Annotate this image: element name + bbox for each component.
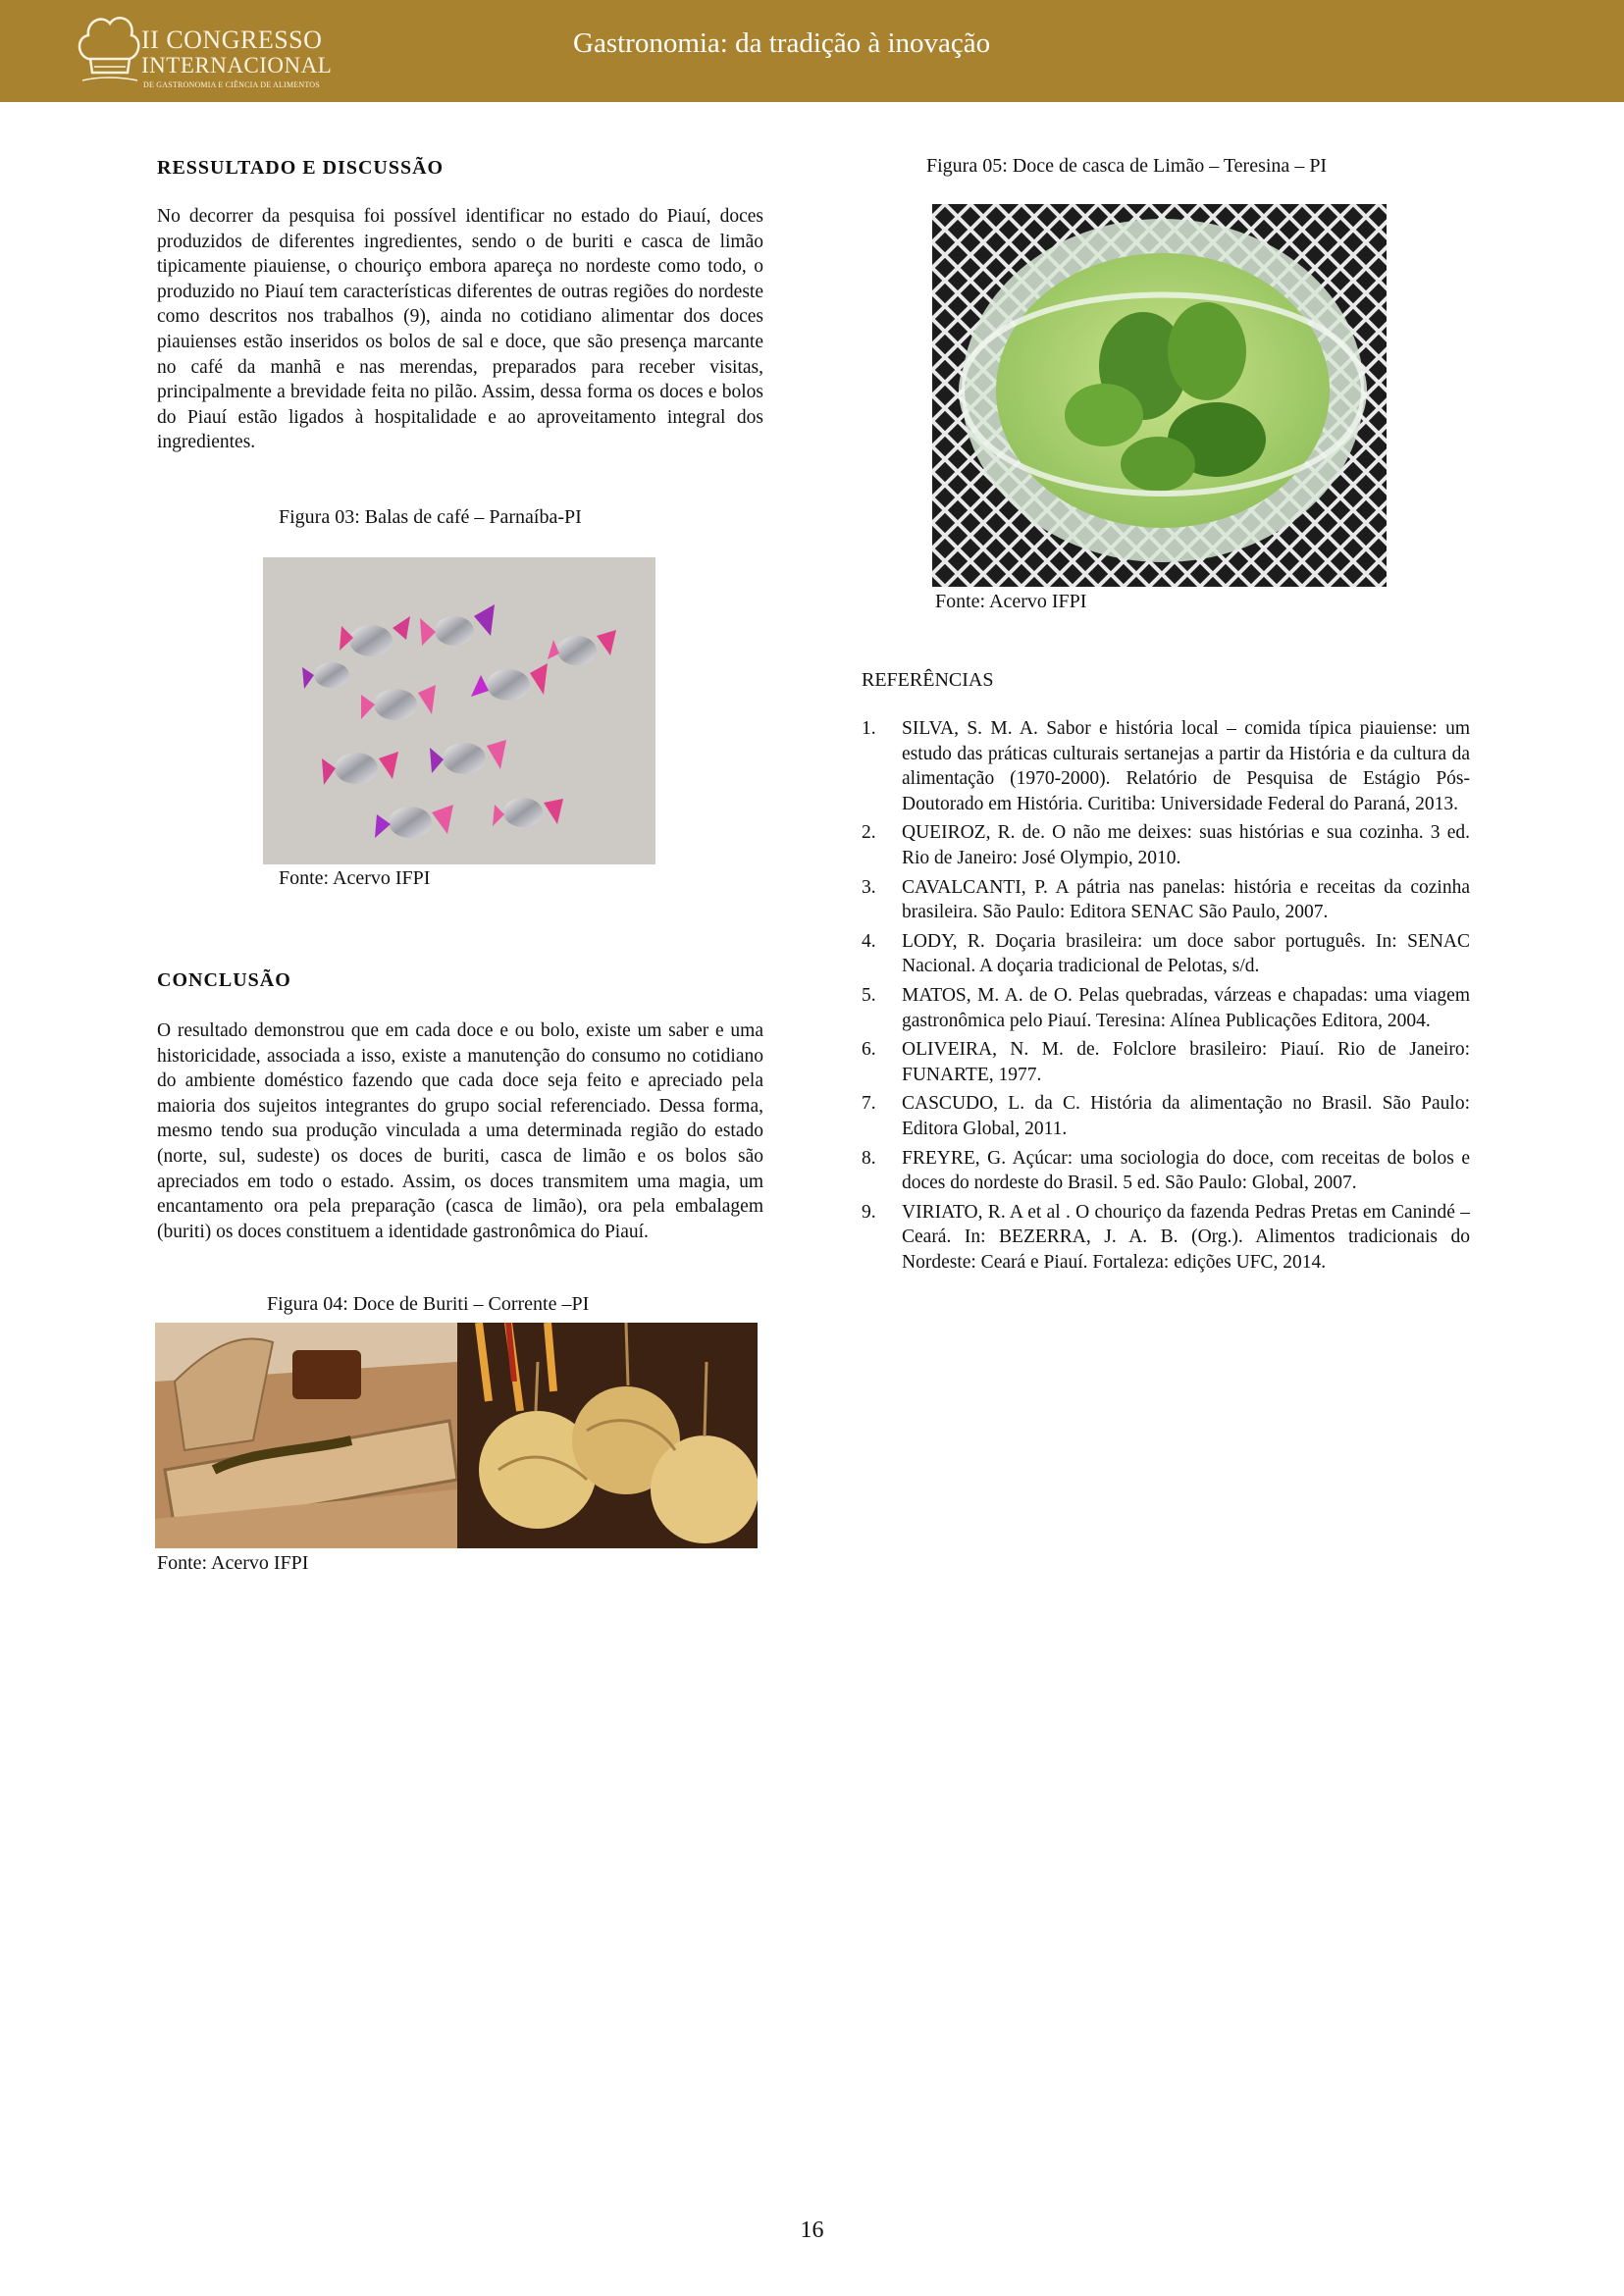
- conclusion-heading: CONCLUSÃO: [157, 969, 291, 991]
- figure-3-image-coffee-candies: [263, 557, 655, 864]
- reference-item: [862, 875, 1470, 925]
- references-list: [862, 716, 1470, 1278]
- reference-item: [862, 1146, 1470, 1196]
- reference-text: OLIVEIRA, N. M. de. Folclore brasileiro: Piauí. Rio de Janeiro: FUNARTE, 1977.: [902, 1039, 1470, 1085]
- reference-number: 8.: [862, 1147, 876, 1169]
- reference-item: [862, 716, 1470, 816]
- logo-text-line1: II CONGRESSO: [141, 26, 323, 54]
- conclusion-paragraph: O resultado demonstrou que em cada doce e ou bolo, existe um saber e uma historicidade, associada a isso, existe a manutenção do consumo no cotidiano do ambiente doméstico fazendo que cada doce seja feito e apreciado pela maioria dos sujeitos integrantes do grupo social referenciado. Dessa forma, mesmo tendo sua produção vinculada a uma determinada região do estado (norte, sul, sudeste) os doces de buriti, casca de limão e os bolos são apreciados em todo o estado. Assim, os doces transmitem uma magia, um encantamento ora pela preparação (casca de limão), ora pela embalagem (buriti) os doces constituem a identidade gastronômica do Piauí.: [157, 1020, 763, 1242]
- reference-text: QUEIROZ, R. de. O não me deixes: suas histórias e sua cozinha. 3 ed. Rio de Janeiro: José Olympio, 2010.: [902, 822, 1470, 868]
- reference-number: 6.: [862, 1039, 876, 1061]
- reference-number: 7.: [862, 1093, 876, 1115]
- chef-hat-icon: [75, 8, 143, 90]
- logo-text-line2: INTERNACIONAL: [141, 53, 333, 78]
- reference-number: 9.: [862, 1201, 876, 1223]
- page-number: 16: [800, 2218, 824, 2243]
- reference-text: FREYRE, G. Açúcar: uma sociologia do doce, com receitas de bolos e doces do nordeste do Brasil. 5 ed. São Paulo: Global, 2007.: [902, 1147, 1470, 1194]
- figure-4-source: Fonte: Acervo IFPI: [157, 1552, 309, 1574]
- figure-5-source: Fonte: Acervo IFPI: [935, 591, 1087, 612]
- figure-4-image-buriti-sweet: [155, 1323, 758, 1548]
- reference-text: SILVA, S. M. A. Sabor e história local – comida típica piauiense: um estudo das práticas culturais sertanejas a partir da História e da cultura da alimentação (1970-2000). Relatório de Pesquisa de Estágio Pós-Doutorado em História. Curitiba: Universidade Federal do Paraná, 2013.: [902, 718, 1470, 814]
- page-header: [0, 0, 1624, 102]
- reference-item: [862, 820, 1470, 870]
- reference-number: 5.: [862, 984, 876, 1006]
- figure-5-image-lemon-peel-sweet: [932, 204, 1387, 587]
- congress-logo: [71, 8, 333, 94]
- results-paragraph: No decorrer da pesquisa foi possível identificar no estado do Piauí, doces produzidos de diferentes ingredientes, sendo o de buriti e casca de limão tipicamente piauiense, o chouriço embora apareça no nordeste como todo, o produzido no Piauí tem características diferentes de outras regiões do nordeste como descritos nos trabalhos (9), ainda no cotidiano alimentar dos doces piauienses estão inseridos os bolos de sal e doce, que são presença marcante no café da manhã e nas merendas, preparados para receber visitas, principalmente a brevidade feita no pilão. Assim, dessa forma os doces e bolos do Piauí estão ligados à hospitalidade e ao aproveitamento integral dos ingredientes.: [157, 206, 763, 453]
- reference-number: 3.: [862, 876, 876, 898]
- reference-text: CASCUDO, L. da C. História da alimentação no Brasil. São Paulo: Editora Global, 2011.: [902, 1093, 1470, 1139]
- header-title: Gastronomia: da tradição à inovação: [573, 27, 991, 59]
- reference-item: [862, 929, 1470, 979]
- reference-item: [862, 1200, 1470, 1276]
- reference-text: LODY, R. Doçaria brasileira: um doce sabor português. In: SENAC Nacional. A doçaria tradicional de Pelotas, s/d.: [902, 930, 1470, 977]
- logo-text-line3: DE GASTRONOMIA E CIÊNCIA DE ALIMENTOS: [143, 80, 320, 89]
- reference-number: 2.: [862, 822, 876, 844]
- reference-text: MATOS, M. A. de O. Pelas quebradas, várzeas e chapadas: uma viagem gastronômica pelo Piauí. Teresina: Alínea Publicações Editora, 2004.: [902, 984, 1470, 1031]
- reference-text: VIRIATO, R. A et al . O chouriço da fazenda Pedras Pretas em Canindé – Ceará. In: BEZERRA, J. A. B. (Org.). Alimentos tradicionais do Nordeste: Ceará e Piauí. Fortaleza: edições UFC, 2014.: [902, 1201, 1470, 1273]
- figure-4-caption: Figura 04: Doce de Buriti – Corrente –PI: [267, 1293, 590, 1315]
- results-heading: RESSULTADO E DISCUSSÃO: [157, 157, 445, 179]
- reference-number: 4.: [862, 930, 876, 952]
- reference-item: [862, 1091, 1470, 1141]
- reference-item: [862, 983, 1470, 1033]
- reference-item: [862, 1037, 1470, 1087]
- references-heading: REFERÊNCIAS: [862, 669, 994, 691]
- figure-5-caption: Figura 05: Doce de casca de Limão – Teresina – PI: [926, 155, 1328, 177]
- figure-3-source: Fonte: Acervo IFPI: [279, 867, 431, 889]
- reference-number: 1.: [862, 718, 876, 739]
- figure-3-caption: Figura 03: Balas de café – Parnaíba-PI: [279, 506, 582, 528]
- reference-text: CAVALCANTI, P. A pátria nas panelas: história e receitas da cozinha brasileira. São Paulo: Editora SENAC São Paulo, 2007.: [902, 876, 1470, 923]
